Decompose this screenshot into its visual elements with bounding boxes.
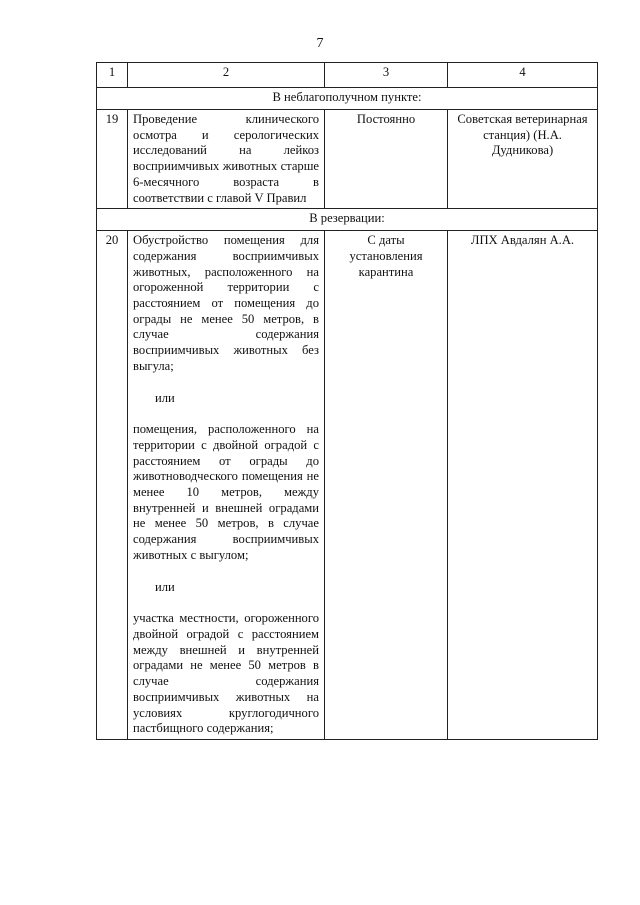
row-term: Постоянно [325,110,448,209]
description-paragraph-2: помещения, расположенного на территории с двойной оградой с расстоянием от ограды до животноводческого помещения не менее 10 метров, между внутренней и внешней оградами не менее 50 метров, в случае содержания восприимчивых животных с выгулом; [133,422,319,562]
header-row [97,63,598,88]
or-separator-1: или [155,390,175,405]
page-number: 7 [316,36,324,51]
table-row-20 [97,231,598,740]
row-responsible: ЛПХ Авдалян А.А. [448,231,598,740]
row-responsible: Советская ветеринарная станция) (Н.А. Дудникова) [448,110,598,209]
table-row-19 [97,110,598,209]
or-separator-2: или [155,579,175,594]
section-title-reservation: В резервации: [97,209,598,231]
row-number: 19 [97,110,128,209]
row-term: С даты установления карантина [325,231,448,740]
description-paragraph-1: Обустройство помещения для содержания восприимчивых животных, расположенного на огороженной территории с расстоянием от помещения до ограды не менее 50 метров, в случае содержания восприимчивых животных без выгула; [133,233,319,373]
header-col-3: 3 [325,63,448,88]
header-col-2: 2 [128,63,325,88]
row-description [128,231,325,740]
measures-table [96,62,598,740]
description-paragraph-3: участка местности, огороженного двойной оградой с расстоянием между внешней и внутренней оградами не менее 50 метров в случае содержания восприимчивых животных на условиях круглогодичного пастбищного содержания; [133,611,319,736]
row-number: 20 [97,231,128,740]
section-title-unfavorable: В неблагополучном пункте: [97,88,598,110]
header-col-1: 1 [97,63,128,88]
row-description: Проведение клинического осмотра и серологических исследований на лейкоз восприимчивых животных старше 6-месячного возраста в соответствии с главой V Правил [128,110,325,209]
header-col-4: 4 [448,63,598,88]
section-row-reservation [97,209,598,231]
section-row-unfavorable [97,88,598,110]
